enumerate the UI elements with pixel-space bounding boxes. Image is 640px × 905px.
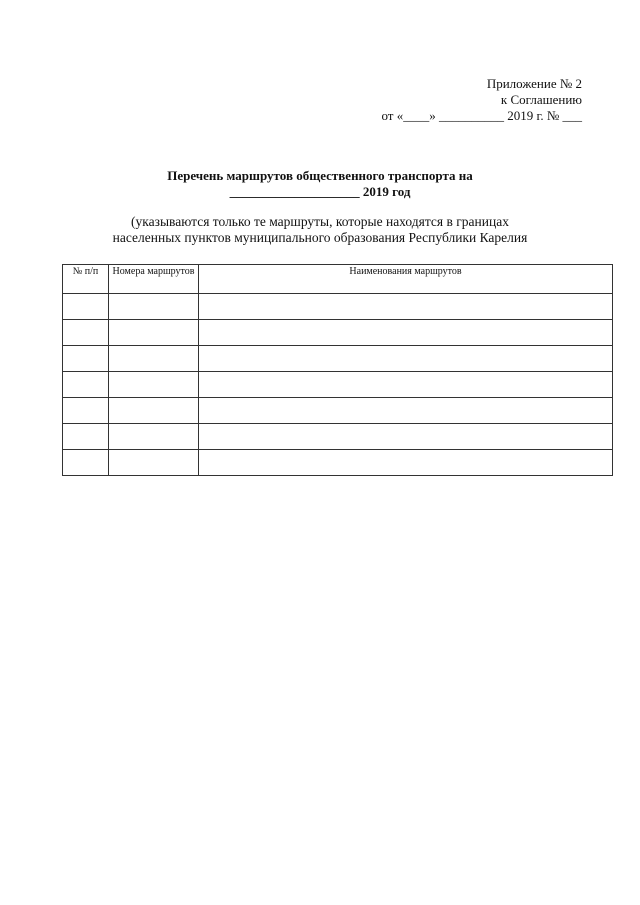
table-cell [109, 372, 199, 398]
note-line-2: населенных пунктов муниципального образования Республики Карелия [112, 230, 528, 245]
appendix-header [381, 76, 582, 124]
title-line-2: ____________________ 2019 год [229, 184, 411, 199]
table-cell [63, 294, 109, 320]
table-cell [199, 294, 613, 320]
table-cell [63, 372, 109, 398]
table-row [63, 424, 613, 450]
column-header-number: № п/п [63, 265, 109, 294]
table-row [63, 450, 613, 476]
table-row [63, 320, 613, 346]
table-cell [109, 424, 199, 450]
table-cell [199, 372, 613, 398]
appendix-number: Приложение № 2 [486, 76, 582, 91]
table-cell [109, 320, 199, 346]
table-cell [199, 320, 613, 346]
table-row [63, 346, 613, 372]
routes-table [62, 264, 613, 476]
document-title [0, 168, 640, 200]
column-header-route-numbers: Номера маршрутов [109, 265, 199, 294]
table-cell [199, 424, 613, 450]
table-row [63, 398, 613, 424]
table-cell [199, 450, 613, 476]
table-cell [63, 320, 109, 346]
table-header-row [63, 265, 613, 294]
table-cell [109, 346, 199, 372]
table-cell [63, 424, 109, 450]
document-note [0, 214, 640, 246]
title-line-1: Перечень маршрутов общественного транспорта на [167, 168, 473, 183]
note-line-1: (указываются только те маршруты, которые находятся в границах [131, 214, 509, 229]
table-row [63, 372, 613, 398]
appendix-agreement: к Соглашению [500, 92, 582, 107]
table-cell [199, 346, 613, 372]
table-cell [63, 346, 109, 372]
column-header-route-names: Наименования маршрутов [199, 265, 613, 294]
table-cell [63, 450, 109, 476]
table-cell [199, 398, 613, 424]
table-cell [109, 450, 199, 476]
table-row [63, 294, 613, 320]
table-cell [109, 398, 199, 424]
appendix-date-number: от «____» __________ 2019 г. № ___ [381, 108, 582, 123]
table-cell [63, 398, 109, 424]
table-cell [109, 294, 199, 320]
